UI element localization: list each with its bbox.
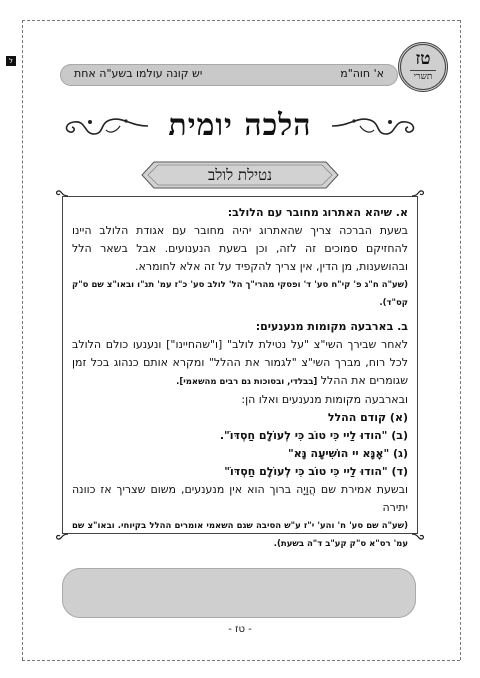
section-a-heading: א. שיהא האתרוג מחובר עם הלולב:: [227, 206, 408, 219]
corner-ornament-icon: [55, 527, 69, 541]
page-number: - טז -: [228, 624, 252, 635]
section-c-source: (שע"ה שם סע' ח' והע' י"ז ע"ש הסיבה שגם השאמי אומרים ההלל בקיוחי. ובאו"צ שם עמ' רס"א ס"ק קע"ב ד"ה בשעת).: [72, 521, 408, 549]
list-item: (ג) "אָנָּא יי הוֹשִׁיעָה נָּא": [287, 447, 408, 460]
crop-line-left: [22, 20, 23, 660]
subject-title: נטילת לולב: [208, 166, 272, 184]
crop-line-bottom: [22, 660, 460, 661]
date-badge: [398, 42, 448, 92]
page-tab-marker: ל: [6, 56, 16, 66]
section-c-text: ובשעת אמירת שם הֲוָיָה ברוך הוא אין מנענעים, משום שצריך אז כוונה יתירה: [72, 483, 408, 514]
flourish-right-icon: [330, 112, 420, 140]
header-bar: [60, 64, 398, 86]
section-b-text: [72, 336, 408, 391]
section-a-text: בשעת הברכה צריך שהאתרוג יהיה מחובר עם אגודת הלולב היינו להחזיקם סמוכים זה לזה, וכן בשעת הנענועים. אבל בשאר הלל ובהושענות, מן הדין, אין צריך להקפיד על זה אלא לחומרא.: [72, 224, 408, 273]
footer-note-box: [62, 568, 416, 618]
crop-line-top: [22, 20, 460, 21]
section-a-source: (שע"ה ח"ג פ' קי"ח סע' ד' ופסקי מהרי"ך הל' לולב סע' כ"ז עמ' תנ"ו ובאו"צ שם ס"ק קס"ד).: [72, 280, 408, 308]
halacha-body: [72, 204, 408, 553]
section-b-heading: ב. בארבעה מקומות מנענעים:: [255, 320, 408, 333]
header-motto: יש קונה עולמו בשע"ה אחת: [74, 67, 203, 80]
corner-ornament-icon: [55, 189, 69, 203]
header-day-label: א' חוה"מ: [340, 67, 384, 80]
date-month: תשרי: [410, 70, 436, 82]
section-b-intro: ובארבעה מקומות מנענעים ואלו הן:: [241, 393, 408, 406]
subject-banner: [140, 160, 340, 190]
list-item: (ד) "הודוּ לַיי כִּי טוֹב כִּי לְעוֹלָם חַסְדּוֹ": [224, 465, 408, 478]
list-item: (א) קודם ההלל: [327, 411, 408, 424]
title-banner: [60, 104, 420, 148]
date-day: טז: [415, 49, 431, 69]
crop-line-right: [460, 20, 461, 660]
section-b-text-main: לאחר שבירך השי"צ "על נטילת לולב" [ו"שהחיינו"] ונענעו כולם הלולב לכל רוח, מברך השי"צ "לגמור את ההלל" ומקרא אותם כנהוג בכל זמן שגומרים את ההלל: [72, 338, 408, 387]
corner-ornament-icon: [411, 189, 425, 203]
section-b-source: [בבלדי, ובסוכות גם רבים מהשאמי].: [176, 377, 318, 387]
corner-ornament-icon: [411, 527, 425, 541]
page-title: הלכה יומית: [168, 108, 312, 143]
list-item: (ב) "הודוּ לַיי כִּי טוֹב כִּי לְעוֹלָם חַסְדּוֹ".: [219, 429, 408, 442]
